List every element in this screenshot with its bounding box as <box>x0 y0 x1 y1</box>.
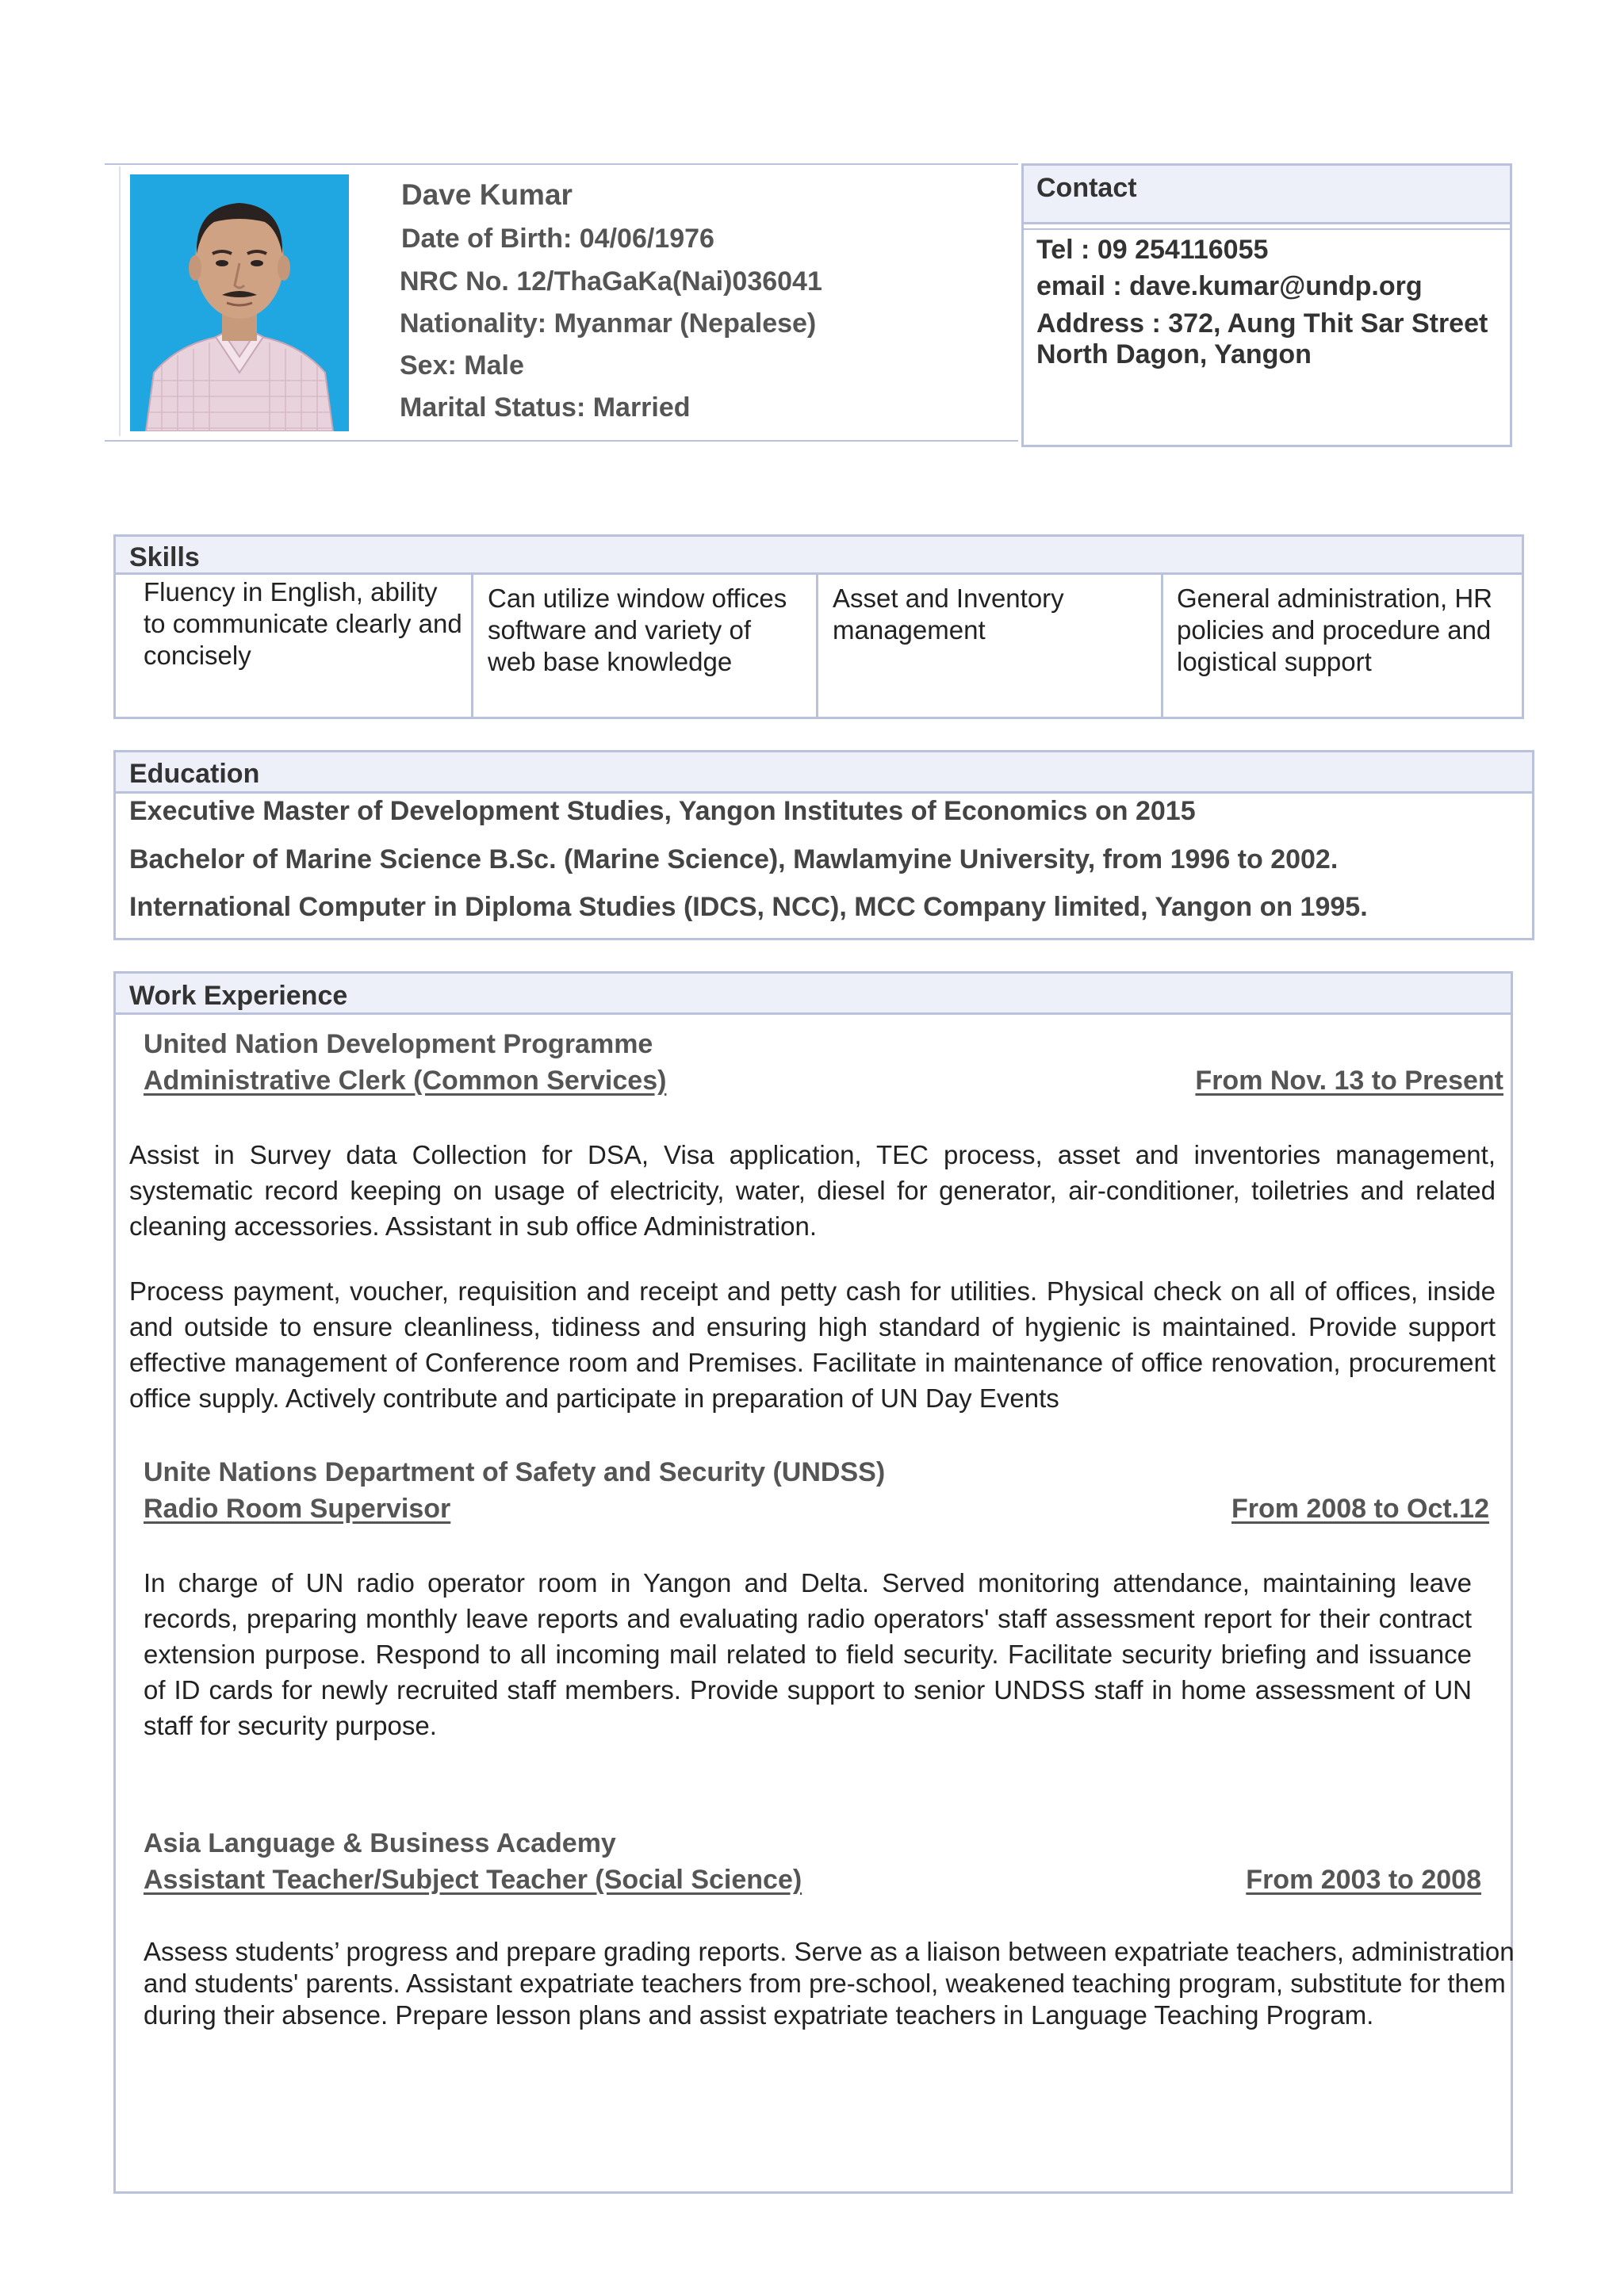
job-1-title: Administrative Clerk (Common Services) <box>144 1066 667 1096</box>
job-2-organization: Unite Nations Department of Safety and Security (UNDSS) <box>144 1457 886 1487</box>
contact-header-rule <box>1024 228 1510 230</box>
contact-title: Contact <box>1036 173 1137 203</box>
work-experience-title: Work Experience <box>129 981 348 1011</box>
contact-tel: Tel : 09 254116055 <box>1036 235 1269 265</box>
job-3-paragraph-1: Assess students’ progress and prepare grading reports. Serve as a liaison between expatriate teachers, administration and students' parents. Assistant expatriate teachers from pre-school, weakened teaching program, substitute for them during their absence. Prepare lesson plans and assist expatriate teachers in Language Teaching Program. <box>144 1937 1515 2030</box>
job-3-dates: From 2003 to 2008 <box>1246 1865 1481 1895</box>
nrc-number: NRC No. 12/ThaGaKa(Nai)036041 <box>400 266 822 297</box>
header-bottom-rule <box>105 440 1018 442</box>
job-1-organization: United Nation Development Programme <box>144 1029 653 1059</box>
education-header <box>116 752 1532 794</box>
profile-photo <box>130 174 349 431</box>
skill-item-3: Asset and Inventory management <box>833 584 1064 645</box>
job-2-paragraph-1: In charge of UN radio operator room in Yangon and Delta. Served monitoring attendance, maintaining leave records, preparing monthly leave reports and evaluating radio operators' staff assessment report for their contract extension purpose. Respond to all incoming mail related to field security. Facilitate security briefing and issuance of ID cards for newly recruited staff members. Provide support to senior UNDSS staff in home assessment of UN staff for security purpose. <box>144 1568 1472 1740</box>
header-top-rule <box>105 163 1018 165</box>
job-2-title: Radio Room Supervisor <box>144 1494 451 1524</box>
nationality: Nationality: Myanmar (Nepalese) <box>400 308 817 339</box>
contact-address-line1: Address : 372, Aung Thit Sar Street <box>1036 308 1488 339</box>
job-3-organization: Asia Language & Business Academy <box>144 1828 616 1858</box>
contact-email: email : dave.kumar@undp.org <box>1036 271 1423 301</box>
education-title: Education <box>129 759 260 789</box>
skill-item-1: Fluency in English, ability to communicate clearly and concisely <box>144 577 462 670</box>
job-1-paragraph-1: Assist in Survey data Collection for DSA, Visa application, TEC process, asset and inventories management, systematic record keeping on usage of electricity, water, diesel for generator, air-conditioner, toiletries and related cleaning accessories. Assistant in sub office Administration. <box>129 1140 1496 1241</box>
skill-item-4: General administration, HR policies and procedure and logistical support <box>1177 584 1492 676</box>
education-item-2: Bachelor of Marine Science B.Sc. (Marine Science), Mawlamyine University, from 1996 to 2002. <box>129 844 1339 874</box>
skills-divider-3 <box>1161 575 1163 718</box>
marital-status: Marital Status: Married <box>400 392 691 423</box>
date-of-birth: Date of Birth: 04/06/1976 <box>401 224 714 254</box>
job-1-paragraph-2: Process payment, voucher, requisition and receipt and petty cash for utilities. Physical check on all of offices, inside and outside to ensure cleanliness, tidiness and ensuring high standard of hygienic is maintained. Provide support effective management of Conference room and Premises. Facilitate in maintenance of office renovation, procurement office supply. Actively contribute and participate in preparation of UN Day Events <box>129 1276 1496 1413</box>
person-name: Dave Kumar <box>401 178 573 211</box>
education-item-3: International Computer in Diploma Studies (IDCS, NCC), MCC Company limited, Yangon on 1995. <box>129 892 1368 922</box>
photo-left-rule <box>119 166 121 436</box>
skills-divider-2 <box>816 575 818 718</box>
sex: Sex: Male <box>400 350 524 381</box>
profile-photo-image <box>130 174 349 431</box>
job-2-dates: From 2008 to Oct.12 <box>1231 1494 1489 1524</box>
education-item-1: Executive Master of Development Studies, Yangon Institutes of Economics on 2015 <box>129 796 1196 826</box>
skill-item-2: Can utilize window offices software and variety of web base knowledge <box>488 584 787 676</box>
job-1-dates: From Nov. 13 to Present <box>1195 1066 1503 1096</box>
skills-header <box>116 537 1522 575</box>
skills-divider-1 <box>471 575 473 718</box>
job-3-title: Assistant Teacher/Subject Teacher (Social Science) <box>144 1865 802 1895</box>
contact-address-line2: North Dagon, Yangon <box>1036 339 1312 369</box>
skills-title: Skills <box>129 542 200 572</box>
